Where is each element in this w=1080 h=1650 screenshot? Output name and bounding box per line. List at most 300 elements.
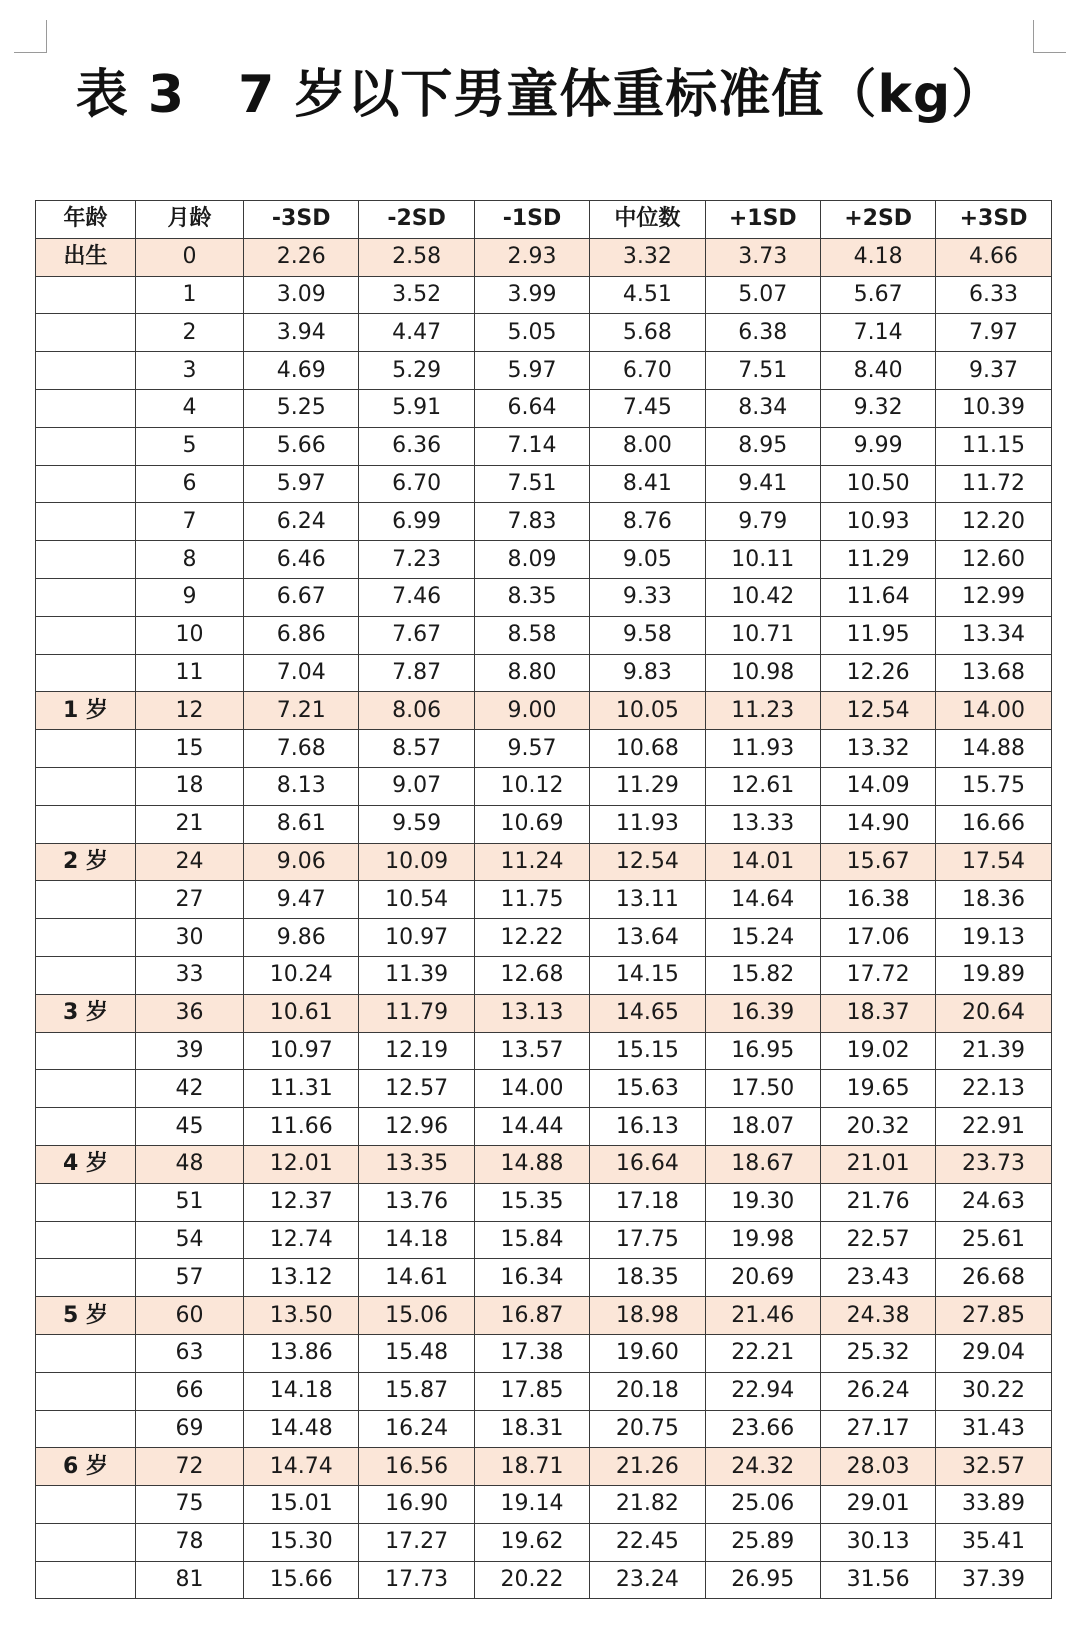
- value-cell-plus-1sd: 21.46: [705, 1297, 820, 1335]
- value-cell-minus-3sd: 12.37: [244, 1183, 359, 1221]
- value-cell-minus-2sd: 15.48: [359, 1334, 474, 1372]
- header-plus-3sd: +3SD: [936, 201, 1051, 239]
- age-cell: 出生: [36, 238, 136, 276]
- table-row: [36, 1032, 1052, 1070]
- age-cell: 2 岁: [36, 843, 136, 881]
- value-cell-plus-2sd: 25.32: [820, 1334, 935, 1372]
- age-cell: [36, 389, 136, 427]
- value-cell-plus-2sd: 4.18: [820, 238, 935, 276]
- table-row: [36, 276, 1052, 314]
- value-cell-minus-3sd: 10.24: [244, 956, 359, 994]
- value-cell-minus-3sd: 13.86: [244, 1334, 359, 1372]
- value-cell-minus-2sd: 6.99: [359, 503, 474, 541]
- value-cell-plus-2sd: 12.54: [820, 692, 935, 730]
- table-row: [36, 994, 1052, 1032]
- value-cell-minus-3sd: 7.04: [244, 654, 359, 692]
- value-cell-minus-1sd: 11.24: [474, 843, 589, 881]
- month-cell: 7: [136, 503, 244, 541]
- value-cell-median: 21.26: [590, 1448, 705, 1486]
- table-row: [36, 616, 1052, 654]
- value-cell-plus-1sd: 23.66: [705, 1410, 820, 1448]
- value-cell-median: 11.29: [590, 767, 705, 805]
- value-cell-plus-3sd: 25.61: [936, 1221, 1051, 1259]
- value-cell-median: 12.54: [590, 843, 705, 881]
- table-row: [36, 238, 1052, 276]
- age-cell: [36, 1108, 136, 1146]
- value-cell-plus-2sd: 18.37: [820, 994, 935, 1032]
- value-cell-minus-1sd: 5.05: [474, 314, 589, 352]
- value-cell-minus-1sd: 16.87: [474, 1297, 589, 1335]
- value-cell-minus-2sd: 4.47: [359, 314, 474, 352]
- value-cell-plus-1sd: 25.06: [705, 1486, 820, 1524]
- value-cell-plus-3sd: 12.99: [936, 578, 1051, 616]
- value-cell-median: 11.93: [590, 805, 705, 843]
- value-cell-plus-3sd: 30.22: [936, 1372, 1051, 1410]
- age-cell: [36, 1221, 136, 1259]
- month-cell: 45: [136, 1108, 244, 1146]
- value-cell-plus-2sd: 8.40: [820, 352, 935, 390]
- value-cell-plus-2sd: 27.17: [820, 1410, 935, 1448]
- value-cell-plus-1sd: 16.95: [705, 1032, 820, 1070]
- value-cell-plus-3sd: 12.20: [936, 503, 1051, 541]
- value-cell-plus-1sd: 10.42: [705, 578, 820, 616]
- age-cell: [36, 503, 136, 541]
- month-cell: 48: [136, 1145, 244, 1183]
- month-cell: 57: [136, 1259, 244, 1297]
- value-cell-minus-3sd: 5.97: [244, 465, 359, 503]
- value-cell-minus-1sd: 18.31: [474, 1410, 589, 1448]
- age-cell: [36, 956, 136, 994]
- table-row: [36, 1145, 1052, 1183]
- value-cell-plus-3sd: 13.34: [936, 616, 1051, 654]
- value-cell-plus-1sd: 19.98: [705, 1221, 820, 1259]
- month-cell: 60: [136, 1297, 244, 1335]
- value-cell-plus-1sd: 16.39: [705, 994, 820, 1032]
- value-cell-minus-3sd: 6.24: [244, 503, 359, 541]
- value-cell-minus-3sd: 12.74: [244, 1221, 359, 1259]
- month-cell: 33: [136, 956, 244, 994]
- value-cell-plus-3sd: 15.75: [936, 767, 1051, 805]
- value-cell-median: 10.05: [590, 692, 705, 730]
- value-cell-minus-2sd: 8.57: [359, 730, 474, 768]
- month-cell: 5: [136, 427, 244, 465]
- value-cell-minus-1sd: 2.93: [474, 238, 589, 276]
- value-cell-minus-3sd: 5.66: [244, 427, 359, 465]
- value-cell-plus-1sd: 11.93: [705, 730, 820, 768]
- value-cell-minus-3sd: 12.01: [244, 1145, 359, 1183]
- value-cell-median: 16.13: [590, 1108, 705, 1146]
- table-header-row: [36, 201, 1052, 239]
- value-cell-median: 8.00: [590, 427, 705, 465]
- month-cell: 30: [136, 919, 244, 957]
- table-row: [36, 1372, 1052, 1410]
- value-cell-plus-2sd: 14.09: [820, 767, 935, 805]
- table-row: [36, 1259, 1052, 1297]
- table-row: [36, 314, 1052, 352]
- table-row: [36, 352, 1052, 390]
- value-cell-minus-1sd: 16.34: [474, 1259, 589, 1297]
- page-corner-mark-right: [1033, 20, 1066, 53]
- value-cell-minus-2sd: 3.52: [359, 276, 474, 314]
- value-cell-minus-2sd: 6.36: [359, 427, 474, 465]
- header-minus-3sd: -3SD: [244, 201, 359, 239]
- value-cell-plus-3sd: 21.39: [936, 1032, 1051, 1070]
- value-cell-minus-3sd: 14.48: [244, 1410, 359, 1448]
- value-cell-plus-1sd: 22.94: [705, 1372, 820, 1410]
- value-cell-minus-2sd: 10.97: [359, 919, 474, 957]
- table-row: [36, 1448, 1052, 1486]
- page-corner-mark-left: [14, 20, 47, 53]
- table-row: [36, 1561, 1052, 1599]
- value-cell-minus-2sd: 10.54: [359, 881, 474, 919]
- value-cell-minus-3sd: 9.47: [244, 881, 359, 919]
- value-cell-plus-2sd: 9.99: [820, 427, 935, 465]
- value-cell-plus-3sd: 22.13: [936, 1070, 1051, 1108]
- value-cell-minus-2sd: 7.46: [359, 578, 474, 616]
- value-cell-plus-1sd: 15.24: [705, 919, 820, 957]
- value-cell-plus-2sd: 24.38: [820, 1297, 935, 1335]
- value-cell-plus-3sd: 12.60: [936, 541, 1051, 579]
- table-row: [36, 843, 1052, 881]
- value-cell-plus-3sd: 10.39: [936, 389, 1051, 427]
- value-cell-minus-2sd: 17.27: [359, 1523, 474, 1561]
- value-cell-minus-3sd: 15.01: [244, 1486, 359, 1524]
- age-cell: [36, 767, 136, 805]
- value-cell-minus-2sd: 15.87: [359, 1372, 474, 1410]
- value-cell-plus-1sd: 24.32: [705, 1448, 820, 1486]
- value-cell-plus-2sd: 21.01: [820, 1145, 935, 1183]
- month-cell: 72: [136, 1448, 244, 1486]
- table-row: [36, 1334, 1052, 1372]
- month-cell: 6: [136, 465, 244, 503]
- value-cell-minus-1sd: 6.64: [474, 389, 589, 427]
- value-cell-minus-3sd: 5.25: [244, 389, 359, 427]
- header-median: 中位数: [590, 201, 705, 239]
- header-minus-1sd: -1SD: [474, 201, 589, 239]
- value-cell-plus-3sd: 37.39: [936, 1561, 1051, 1599]
- month-cell: 3: [136, 352, 244, 390]
- value-cell-plus-3sd: 27.85: [936, 1297, 1051, 1335]
- value-cell-plus-2sd: 19.65: [820, 1070, 935, 1108]
- age-cell: [36, 1334, 136, 1372]
- table-row: [36, 541, 1052, 579]
- value-cell-median: 8.76: [590, 503, 705, 541]
- value-cell-minus-3sd: 11.31: [244, 1070, 359, 1108]
- value-cell-plus-2sd: 29.01: [820, 1486, 935, 1524]
- header-age: 年龄: [36, 201, 136, 239]
- age-cell: [36, 541, 136, 579]
- value-cell-minus-3sd: 9.86: [244, 919, 359, 957]
- value-cell-minus-2sd: 2.58: [359, 238, 474, 276]
- month-cell: 27: [136, 881, 244, 919]
- value-cell-plus-1sd: 11.23: [705, 692, 820, 730]
- table-row: [36, 1297, 1052, 1335]
- value-cell-minus-1sd: 8.35: [474, 578, 589, 616]
- value-cell-median: 17.18: [590, 1183, 705, 1221]
- value-cell-plus-1sd: 9.41: [705, 465, 820, 503]
- month-cell: 10: [136, 616, 244, 654]
- value-cell-median: 6.70: [590, 352, 705, 390]
- table-row: [36, 1523, 1052, 1561]
- value-cell-minus-2sd: 17.73: [359, 1561, 474, 1599]
- age-cell: [36, 1070, 136, 1108]
- value-cell-plus-3sd: 9.37: [936, 352, 1051, 390]
- value-cell-median: 13.11: [590, 881, 705, 919]
- table-row: [36, 1410, 1052, 1448]
- value-cell-plus-2sd: 9.32: [820, 389, 935, 427]
- value-cell-plus-1sd: 22.21: [705, 1334, 820, 1372]
- value-cell-minus-1sd: 13.57: [474, 1032, 589, 1070]
- month-cell: 51: [136, 1183, 244, 1221]
- value-cell-plus-2sd: 11.29: [820, 541, 935, 579]
- table-row: [36, 1108, 1052, 1146]
- value-cell-plus-2sd: 12.26: [820, 654, 935, 692]
- age-cell: [36, 881, 136, 919]
- value-cell-plus-2sd: 21.76: [820, 1183, 935, 1221]
- value-cell-plus-1sd: 6.38: [705, 314, 820, 352]
- value-cell-median: 9.05: [590, 541, 705, 579]
- month-cell: 0: [136, 238, 244, 276]
- value-cell-minus-2sd: 12.57: [359, 1070, 474, 1108]
- value-cell-minus-2sd: 7.23: [359, 541, 474, 579]
- value-cell-minus-3sd: 7.21: [244, 692, 359, 730]
- value-cell-plus-1sd: 15.82: [705, 956, 820, 994]
- table-row: [36, 503, 1052, 541]
- value-cell-plus-3sd: 19.89: [936, 956, 1051, 994]
- value-cell-plus-1sd: 14.01: [705, 843, 820, 881]
- value-cell-plus-2sd: 11.64: [820, 578, 935, 616]
- value-cell-minus-2sd: 10.09: [359, 843, 474, 881]
- month-cell: 54: [136, 1221, 244, 1259]
- value-cell-median: 10.68: [590, 730, 705, 768]
- month-cell: 11: [136, 654, 244, 692]
- value-cell-plus-3sd: 14.00: [936, 692, 1051, 730]
- month-cell: 69: [136, 1410, 244, 1448]
- value-cell-plus-3sd: 31.43: [936, 1410, 1051, 1448]
- value-cell-minus-2sd: 11.39: [359, 956, 474, 994]
- value-cell-plus-3sd: 24.63: [936, 1183, 1051, 1221]
- value-cell-minus-1sd: 14.00: [474, 1070, 589, 1108]
- value-cell-minus-1sd: 9.57: [474, 730, 589, 768]
- value-cell-minus-1sd: 18.71: [474, 1448, 589, 1486]
- age-cell: [36, 276, 136, 314]
- value-cell-plus-1sd: 13.33: [705, 805, 820, 843]
- month-cell: 12: [136, 692, 244, 730]
- table-row: [36, 1183, 1052, 1221]
- table-row: [36, 1221, 1052, 1259]
- value-cell-minus-3sd: 7.68: [244, 730, 359, 768]
- value-cell-minus-1sd: 12.22: [474, 919, 589, 957]
- value-cell-plus-3sd: 29.04: [936, 1334, 1051, 1372]
- value-cell-minus-3sd: 14.18: [244, 1372, 359, 1410]
- value-cell-minus-1sd: 12.68: [474, 956, 589, 994]
- value-cell-minus-1sd: 7.14: [474, 427, 589, 465]
- month-cell: 18: [136, 767, 244, 805]
- table-row: [36, 1486, 1052, 1524]
- value-cell-plus-3sd: 20.64: [936, 994, 1051, 1032]
- value-cell-median: 15.63: [590, 1070, 705, 1108]
- value-cell-minus-3sd: 15.30: [244, 1523, 359, 1561]
- age-cell: [36, 314, 136, 352]
- value-cell-minus-2sd: 9.59: [359, 805, 474, 843]
- value-cell-minus-2sd: 16.24: [359, 1410, 474, 1448]
- value-cell-plus-1sd: 10.98: [705, 654, 820, 692]
- value-cell-plus-2sd: 17.72: [820, 956, 935, 994]
- month-cell: 78: [136, 1523, 244, 1561]
- value-cell-plus-3sd: 18.36: [936, 881, 1051, 919]
- value-cell-minus-3sd: 8.61: [244, 805, 359, 843]
- table-row: [36, 692, 1052, 730]
- value-cell-minus-2sd: 16.90: [359, 1486, 474, 1524]
- value-cell-minus-1sd: 15.84: [474, 1221, 589, 1259]
- value-cell-minus-3sd: 10.61: [244, 994, 359, 1032]
- table-title: 表 3 7 岁以下男童体重标准值（kg）: [75, 65, 1005, 125]
- value-cell-plus-1sd: 25.89: [705, 1523, 820, 1561]
- value-cell-minus-1sd: 19.14: [474, 1486, 589, 1524]
- value-cell-plus-2sd: 19.02: [820, 1032, 935, 1070]
- value-cell-plus-1sd: 26.95: [705, 1561, 820, 1599]
- value-cell-minus-2sd: 11.79: [359, 994, 474, 1032]
- value-cell-plus-2sd: 22.57: [820, 1221, 935, 1259]
- table-row: [36, 578, 1052, 616]
- value-cell-minus-2sd: 7.67: [359, 616, 474, 654]
- value-cell-minus-1sd: 5.97: [474, 352, 589, 390]
- value-cell-minus-2sd: 13.35: [359, 1145, 474, 1183]
- value-cell-plus-2sd: 13.32: [820, 730, 935, 768]
- age-cell: [36, 919, 136, 957]
- value-cell-plus-3sd: 14.88: [936, 730, 1051, 768]
- age-cell: [36, 730, 136, 768]
- value-cell-plus-3sd: 11.15: [936, 427, 1051, 465]
- value-cell-plus-2sd: 20.32: [820, 1108, 935, 1146]
- value-cell-median: 3.32: [590, 238, 705, 276]
- header-month: 月龄: [136, 201, 244, 239]
- value-cell-minus-2sd: 9.07: [359, 767, 474, 805]
- value-cell-median: 14.65: [590, 994, 705, 1032]
- value-cell-plus-2sd: 23.43: [820, 1259, 935, 1297]
- value-cell-plus-2sd: 15.67: [820, 843, 935, 881]
- value-cell-median: 7.45: [590, 389, 705, 427]
- value-cell-minus-1sd: 11.75: [474, 881, 589, 919]
- value-cell-minus-2sd: 15.06: [359, 1297, 474, 1335]
- weight-standard-table: [35, 200, 1052, 1599]
- value-cell-minus-1sd: 17.85: [474, 1372, 589, 1410]
- value-cell-plus-3sd: 35.41: [936, 1523, 1051, 1561]
- age-cell: [36, 1410, 136, 1448]
- value-cell-median: 21.82: [590, 1486, 705, 1524]
- month-cell: 36: [136, 994, 244, 1032]
- value-cell-plus-1sd: 10.11: [705, 541, 820, 579]
- value-cell-plus-2sd: 10.50: [820, 465, 935, 503]
- value-cell-minus-1sd: 15.35: [474, 1183, 589, 1221]
- value-cell-median: 18.98: [590, 1297, 705, 1335]
- header-plus-1sd: +1SD: [705, 201, 820, 239]
- age-cell: [36, 352, 136, 390]
- value-cell-plus-2sd: 7.14: [820, 314, 935, 352]
- value-cell-minus-1sd: 20.22: [474, 1561, 589, 1599]
- value-cell-plus-3sd: 13.68: [936, 654, 1051, 692]
- age-cell: [36, 1183, 136, 1221]
- month-cell: 39: [136, 1032, 244, 1070]
- month-cell: 8: [136, 541, 244, 579]
- value-cell-minus-3sd: 4.69: [244, 352, 359, 390]
- value-cell-plus-1sd: 18.67: [705, 1145, 820, 1183]
- value-cell-plus-1sd: 8.34: [705, 389, 820, 427]
- age-cell: [36, 1372, 136, 1410]
- value-cell-plus-3sd: 17.54: [936, 843, 1051, 881]
- value-cell-plus-3sd: 7.97: [936, 314, 1051, 352]
- value-cell-plus-2sd: 28.03: [820, 1448, 935, 1486]
- value-cell-minus-2sd: 14.18: [359, 1221, 474, 1259]
- table-row: [36, 1070, 1052, 1108]
- value-cell-minus-3sd: 15.66: [244, 1561, 359, 1599]
- value-cell-plus-2sd: 14.90: [820, 805, 935, 843]
- age-cell: [36, 1523, 136, 1561]
- value-cell-minus-2sd: 13.76: [359, 1183, 474, 1221]
- value-cell-median: 22.45: [590, 1523, 705, 1561]
- value-cell-plus-2sd: 30.13: [820, 1523, 935, 1561]
- table-row: [36, 767, 1052, 805]
- age-cell: [36, 1032, 136, 1070]
- value-cell-minus-1sd: 13.13: [474, 994, 589, 1032]
- value-cell-median: 16.64: [590, 1145, 705, 1183]
- value-cell-plus-1sd: 14.64: [705, 881, 820, 919]
- value-cell-plus-2sd: 31.56: [820, 1561, 935, 1599]
- table-body: [36, 238, 1052, 1599]
- age-cell: [36, 616, 136, 654]
- value-cell-plus-3sd: 33.89: [936, 1486, 1051, 1524]
- value-cell-minus-3sd: 13.12: [244, 1259, 359, 1297]
- value-cell-median: 8.41: [590, 465, 705, 503]
- value-cell-plus-1sd: 8.95: [705, 427, 820, 465]
- value-cell-minus-1sd: 8.09: [474, 541, 589, 579]
- value-cell-minus-2sd: 12.96: [359, 1108, 474, 1146]
- value-cell-minus-3sd: 11.66: [244, 1108, 359, 1146]
- value-cell-median: 18.35: [590, 1259, 705, 1297]
- value-cell-minus-1sd: 8.58: [474, 616, 589, 654]
- value-cell-median: 17.75: [590, 1221, 705, 1259]
- value-cell-minus-1sd: 9.00: [474, 692, 589, 730]
- month-cell: 4: [136, 389, 244, 427]
- value-cell-plus-2sd: 16.38: [820, 881, 935, 919]
- value-cell-minus-1sd: 10.12: [474, 767, 589, 805]
- table-row: [36, 654, 1052, 692]
- table-row: [36, 919, 1052, 957]
- value-cell-plus-1sd: 20.69: [705, 1259, 820, 1297]
- value-cell-median: 9.83: [590, 654, 705, 692]
- value-cell-plus-2sd: 11.95: [820, 616, 935, 654]
- value-cell-median: 23.24: [590, 1561, 705, 1599]
- value-cell-plus-2sd: 17.06: [820, 919, 935, 957]
- value-cell-plus-1sd: 18.07: [705, 1108, 820, 1146]
- value-cell-median: 19.60: [590, 1334, 705, 1372]
- value-cell-minus-2sd: 5.91: [359, 389, 474, 427]
- value-cell-plus-1sd: 3.73: [705, 238, 820, 276]
- table-row: [36, 427, 1052, 465]
- value-cell-median: 15.15: [590, 1032, 705, 1070]
- value-cell-minus-2sd: 6.70: [359, 465, 474, 503]
- value-cell-minus-2sd: 5.29: [359, 352, 474, 390]
- month-cell: 2: [136, 314, 244, 352]
- value-cell-plus-1sd: 5.07: [705, 276, 820, 314]
- value-cell-plus-1sd: 7.51: [705, 352, 820, 390]
- month-cell: 15: [136, 730, 244, 768]
- value-cell-minus-1sd: 3.99: [474, 276, 589, 314]
- value-cell-minus-1sd: 14.88: [474, 1145, 589, 1183]
- value-cell-minus-3sd: 10.97: [244, 1032, 359, 1070]
- value-cell-minus-3sd: 8.13: [244, 767, 359, 805]
- age-cell: [36, 465, 136, 503]
